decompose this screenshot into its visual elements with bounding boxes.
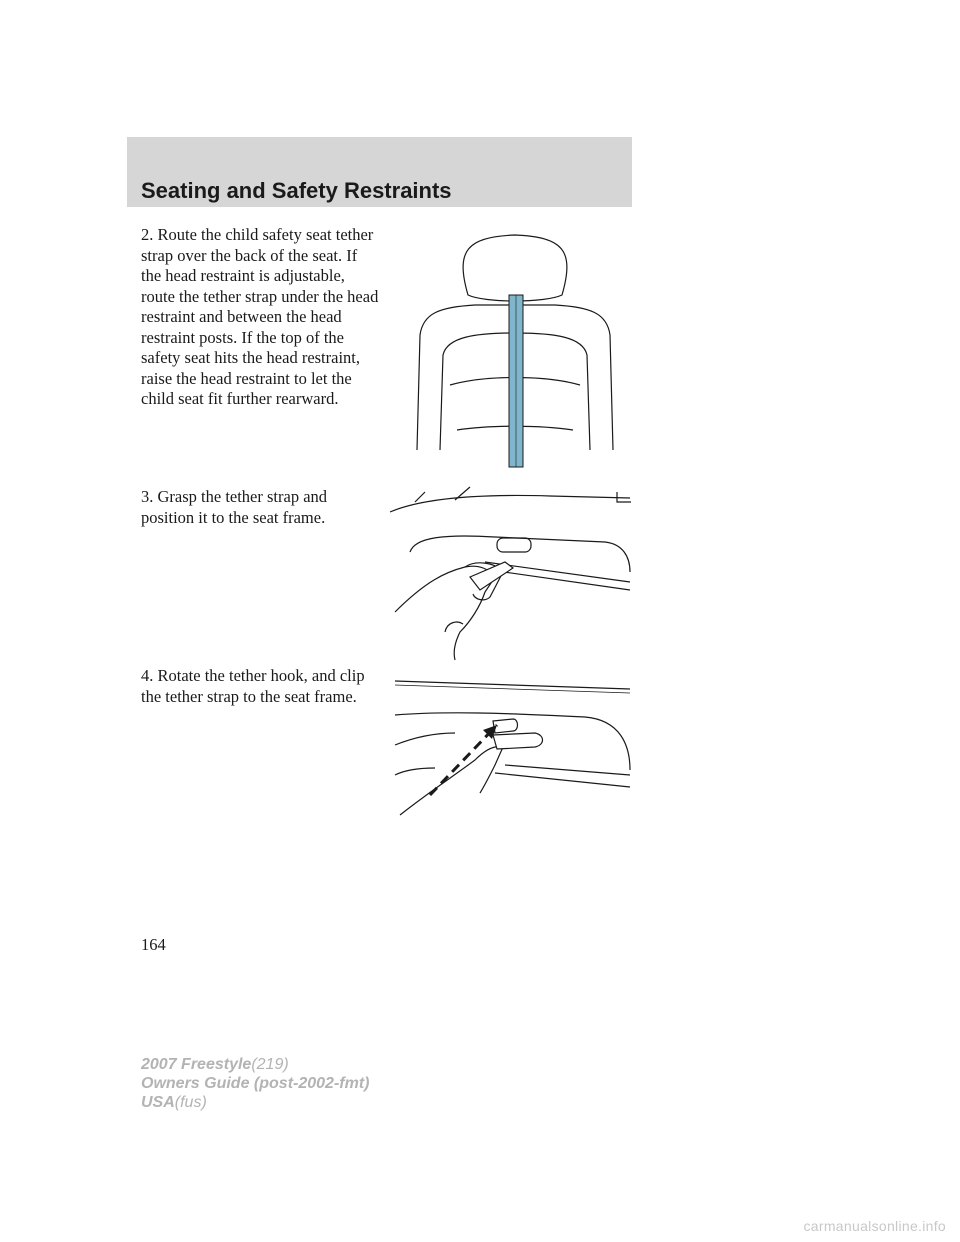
clip-tether-illustration — [385, 675, 635, 823]
step-2-text: 2. Route the child safety seat tether strap over the back of the seat. If the head restraint is adjustable, route the tether strap under the head restraint and between the head restraint posts. If the top of the safety seat hits the head restraint, raise the head restraint to let the child seat fit further rearward. — [141, 225, 379, 408]
seat-top-edge — [390, 495, 630, 512]
page-number: 164 — [141, 935, 166, 954]
footer-line-1 — [141, 1055, 369, 1074]
section-title: Seating and Safety Restraints — [141, 178, 452, 203]
seat-top-edge — [395, 681, 630, 689]
grasp-tether-illustration — [385, 482, 635, 662]
footer-model: 2007 Freestyle — [141, 1056, 252, 1073]
anchor-slot — [493, 719, 518, 733]
head-restraint — [463, 235, 567, 301]
tether-hook — [493, 733, 543, 749]
footer-line-3 — [141, 1093, 369, 1112]
footer-market: USA — [141, 1094, 175, 1111]
anchor-slot — [497, 538, 531, 552]
watermark-link[interactable]: carmanualsonline.info — [803, 1218, 946, 1234]
footer-line-2 — [141, 1074, 369, 1093]
step-4-text: 4. Rotate the tether hook, and clip the tether strap to the seat frame. — [141, 666, 365, 706]
step-3-text: 3. Grasp the tether strap and position it to the seat frame. — [141, 487, 328, 527]
frame-bar — [495, 765, 630, 787]
hand — [400, 747, 503, 815]
footer-model-code: (219) — [251, 1056, 289, 1073]
footer-market-code: (fus) — [174, 1094, 207, 1111]
seat-tether-illustration — [395, 225, 635, 470]
document-footer — [141, 1055, 369, 1112]
footer-guide: Owners Guide (post-2002-fmt) — [141, 1075, 370, 1092]
